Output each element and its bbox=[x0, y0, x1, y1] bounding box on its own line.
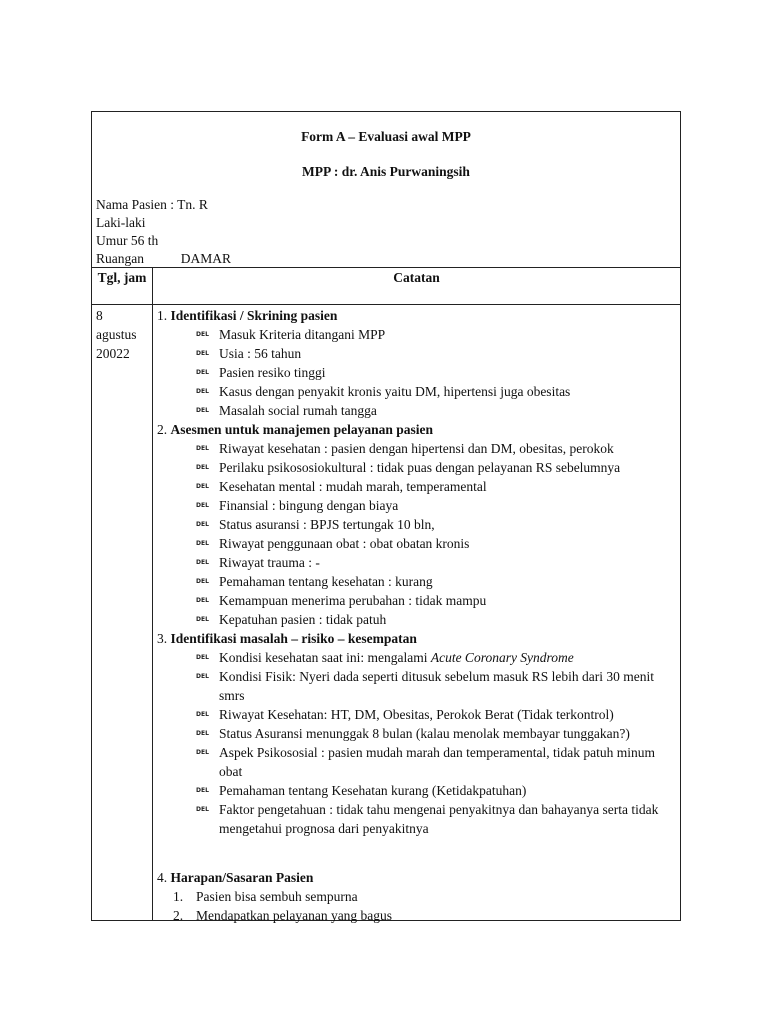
section-number: 4. bbox=[157, 870, 168, 885]
section-title: Asesmen untuk manajemen pelayanan pasien bbox=[170, 422, 434, 437]
item-number: 1. bbox=[173, 889, 184, 904]
notes-column bbox=[157, 306, 677, 925]
list-item: DEL Masalah social rumah tangga bbox=[196, 403, 377, 418]
list-item: 1. Pasien bisa sembuh sempurna bbox=[173, 889, 358, 904]
date-year: 20022 bbox=[96, 346, 130, 361]
bullet-icon: DEL bbox=[196, 331, 209, 338]
section-heading bbox=[157, 420, 677, 439]
mpp-name: MPP : dr. Anis Purwaningsih bbox=[302, 164, 470, 179]
bullet-icon: DEL bbox=[196, 388, 209, 395]
list-item: DEL Riwayat penggunaan obat : obat obatan kronis bbox=[196, 536, 470, 551]
room-value: DAMAR bbox=[180, 251, 232, 266]
list-item: DEL Faktor pengetahuan : tidak tahu mengenai penyakitnya dan bahayanya serta tidak mengetahui prognosa dari penyakitnya bbox=[196, 802, 659, 836]
item-number: 2. bbox=[173, 908, 184, 923]
table-top-border bbox=[91, 267, 681, 268]
bullet-icon: DEL bbox=[196, 806, 209, 813]
bullet-icon: DEL bbox=[196, 350, 209, 357]
bullet-icon: DEL bbox=[196, 597, 209, 604]
form-title: Form A – Evaluasi awal MPP bbox=[301, 129, 471, 144]
section-number: 1. bbox=[157, 308, 168, 323]
section-title: Identifikasi masalah – risiko – kesempatan bbox=[170, 631, 417, 646]
bullet-icon: DEL bbox=[196, 502, 209, 509]
list-item: DEL Kesehatan mental : mudah marah, temperamental bbox=[196, 479, 487, 494]
header-bottom-border bbox=[91, 304, 681, 305]
bullet-icon: DEL bbox=[196, 559, 209, 566]
list-item: DEL Aspek Psikososial : pasien mudah marah dan temperamental, tidak patuh minum obat bbox=[196, 745, 656, 779]
list-item: DEL Masuk Kriteria ditangani MPP bbox=[196, 327, 386, 342]
section-title: Harapan/Sasaran Pasien bbox=[170, 870, 314, 885]
list-item: DEL Usia : 56 tahun bbox=[196, 346, 302, 361]
column-divider bbox=[152, 267, 153, 921]
date-month: agustus bbox=[96, 327, 137, 342]
column-header-date: Tgl, jam bbox=[97, 270, 147, 285]
list-item: DEL Kemampuan menerima perubahan : tidak mampu bbox=[196, 593, 487, 608]
section-heading bbox=[157, 868, 677, 887]
bullet-icon: DEL bbox=[196, 711, 209, 718]
list-item: DEL Kasus dengan penyakit kronis yaitu DM, hipertensi juga obesitas bbox=[196, 384, 571, 399]
bullet-icon: DEL bbox=[196, 483, 209, 490]
section-heading bbox=[157, 629, 677, 648]
patient-age: Umur 56 th bbox=[96, 233, 159, 248]
list-item: DEL Status asuransi : BPJS tertungak 10 bln, bbox=[196, 517, 435, 532]
patient-gender: Laki-laki bbox=[96, 215, 146, 230]
section-heading bbox=[157, 306, 677, 325]
bullet-icon: DEL bbox=[196, 654, 209, 661]
list-item: DEL Pasien resiko tinggi bbox=[196, 365, 326, 380]
list-item: DEL Pemahaman tentang kesehatan : kurang bbox=[196, 574, 433, 589]
list-item: DEL Kondisi Fisik: Nyeri dada seperti ditusuk sebelum masuk RS lebih dari 30 menit smrs bbox=[196, 669, 654, 703]
bullet-icon: DEL bbox=[196, 407, 209, 414]
list-item: DEL Kepatuhan pasien : tidak patuh bbox=[196, 612, 387, 627]
list-item: DEL Pemahaman tentang Kesehatan kurang (Ketidakpatuhan) bbox=[196, 783, 527, 798]
list-item: DEL Perilaku psikososiokultural : tidak puas dengan pelayanan RS sebelumnya bbox=[196, 460, 621, 475]
list-item: DEL Riwayat kesehatan : pasien dengan hipertensi dan DM, obesitas, perokok bbox=[196, 441, 614, 456]
bullet-icon: DEL bbox=[196, 445, 209, 452]
list-item: 2. Mendapatkan pelayanan yang bagus bbox=[173, 908, 393, 923]
bullet-icon: DEL bbox=[196, 673, 209, 680]
list-item: DEL Finansial : bingung dengan biaya bbox=[196, 498, 399, 513]
list-item: DEL Status Asuransi menunggak 8 bulan (kalau menolak membayar tunggakan?) bbox=[196, 726, 630, 741]
list-item: DEL Kondisi kesehatan saat ini: mengalami Acute Coronary Syndrome bbox=[196, 650, 574, 665]
bullet-icon: DEL bbox=[196, 578, 209, 585]
column-header-notes: Catatan bbox=[393, 270, 440, 285]
list-item: DEL Riwayat Kesehatan: HT, DM, Obesitas, Perokok Berat (Tidak terkontrol) bbox=[196, 707, 614, 722]
bullet-icon: DEL bbox=[196, 616, 209, 623]
section-number: 2. bbox=[157, 422, 168, 437]
bullet-icon: DEL bbox=[196, 369, 209, 376]
date-day: 8 bbox=[96, 308, 103, 323]
list-item: DEL Riwayat trauma : - bbox=[196, 555, 320, 570]
bullet-icon: DEL bbox=[196, 749, 209, 756]
diagnosis-italic: Acute Coronary Syndrome bbox=[430, 650, 574, 665]
bullet-icon: DEL bbox=[196, 787, 209, 794]
section-number: 3. bbox=[157, 631, 168, 646]
patient-room bbox=[96, 250, 231, 268]
bullet-icon: DEL bbox=[196, 730, 209, 737]
room-label: Ruangan bbox=[96, 251, 144, 266]
entry-date bbox=[96, 306, 150, 363]
patient-name: Nama Pasien : Tn. R bbox=[96, 197, 208, 212]
section-title: Identifikasi / Skrining pasien bbox=[170, 308, 338, 323]
bullet-icon: DEL bbox=[196, 540, 209, 547]
bullet-icon: DEL bbox=[196, 521, 209, 528]
bullet-icon: DEL bbox=[196, 464, 209, 471]
